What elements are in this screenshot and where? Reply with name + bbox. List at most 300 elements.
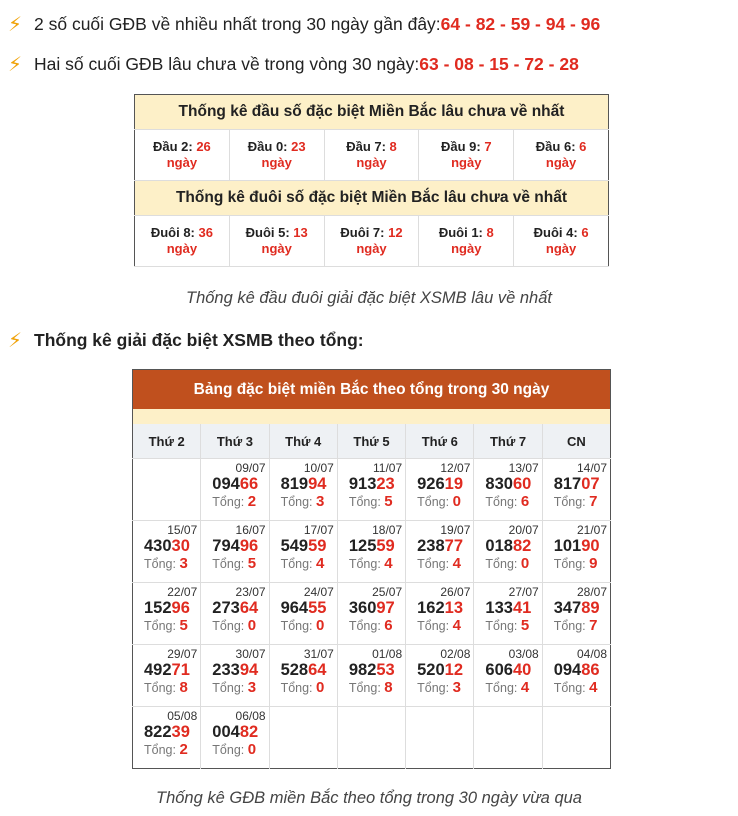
head-stat-days: 8 <box>389 139 397 154</box>
sum-label: Tổng: <box>553 495 590 509</box>
tail-stat-cell <box>135 216 230 267</box>
lightning-bolt-icon: ⚡ <box>8 14 23 36</box>
cell-date: 13/07 <box>508 461 539 475</box>
stat-value: 63 - 08 - 15 - 72 - 28 <box>419 54 579 74</box>
week-row <box>133 459 611 521</box>
caption-head-tail: Thống kê đầu đuôi giải đặc biệt XSMB lâu về nhất <box>186 289 552 307</box>
week-row <box>133 521 611 583</box>
sum-label: Tổng: <box>280 619 316 633</box>
last-two-digits: 55 <box>308 599 327 617</box>
day-cell <box>474 459 542 521</box>
special-prize-number <box>477 599 538 617</box>
sum-line <box>341 493 402 511</box>
special-prize-number <box>341 537 402 555</box>
cell-date: 05/08 <box>167 709 198 723</box>
number-prefix: 822 <box>144 723 172 741</box>
head-tail-stats-table <box>134 94 609 267</box>
cell-date: 15/07 <box>167 523 198 537</box>
sum-line <box>341 679 402 697</box>
last-two-digits: 82 <box>512 537 532 555</box>
sum-value: 3 <box>247 679 257 696</box>
cell-date: 10/07 <box>303 461 334 475</box>
number-prefix: 018 <box>485 537 513 555</box>
head-stat-unit: ngày <box>166 155 198 170</box>
sum-line <box>546 555 607 573</box>
last-two-digits: 86 <box>581 661 600 679</box>
sum-value: 8 <box>384 679 393 696</box>
number-prefix: 913 <box>348 475 377 493</box>
sum-line <box>204 679 265 697</box>
cell-date: 19/07 <box>440 523 471 537</box>
sum-line <box>273 555 334 573</box>
sum-line <box>273 493 334 511</box>
sum-value: 5 <box>384 493 393 510</box>
weekday-header: Thứ 7 <box>474 424 542 459</box>
sum-label: Tổng: <box>553 619 590 633</box>
sum-label: Tổng: <box>144 743 180 757</box>
cell-date: 22/07 <box>167 585 198 599</box>
stat-line-longest-absent <box>8 52 579 77</box>
sum-calendar-table <box>132 369 611 769</box>
sum-label: Tổng: <box>485 495 521 509</box>
special-prize-number <box>477 475 538 493</box>
day-cell <box>337 583 405 645</box>
cell-date: 14/07 <box>576 461 607 475</box>
special-prize-number <box>409 537 470 555</box>
tail-stat-unit: ngày <box>166 241 198 256</box>
last-two-digits: 23 <box>376 475 395 493</box>
sum-value: 5 <box>179 617 188 634</box>
sum-line <box>341 555 402 573</box>
special-prize-number <box>546 599 607 617</box>
number-prefix: 819 <box>280 475 309 493</box>
sum-line <box>409 555 470 573</box>
number-prefix: 133 <box>485 599 513 617</box>
sum-value: 4 <box>384 555 393 572</box>
sum-label: Tổng: <box>348 619 385 633</box>
number-prefix: 094 <box>212 475 240 493</box>
head-table-title: Thống kê đầu số đặc biệt Miền Bắc lâu chưa về nhất <box>135 95 609 130</box>
number-prefix: 273 <box>212 599 240 617</box>
sum-label: Tổng: <box>144 681 180 695</box>
tail-table-title: Thống kê đuôi số đặc biệt Miền Bắc lâu chưa về nhất <box>135 181 609 216</box>
tail-stat-label: Đuôi 4: <box>533 225 582 240</box>
tail-stat-label: Đuôi 8: <box>150 225 199 240</box>
day-cell <box>269 645 337 707</box>
cell-date: 06/08 <box>235 709 266 723</box>
day-cell <box>474 583 542 645</box>
day-cell <box>406 645 474 707</box>
sum-line <box>136 555 197 573</box>
sum-value: 4 <box>452 617 461 634</box>
head-stat-label: Đầu 7: <box>346 139 390 154</box>
number-prefix: 492 <box>144 661 172 679</box>
head-stat-label: Đầu 6: <box>535 139 580 154</box>
sum-label: Tổng: <box>212 495 248 509</box>
last-two-digits: 53 <box>376 661 395 679</box>
day-cell <box>474 521 542 583</box>
day-cell <box>201 583 269 645</box>
tail-stat-cell <box>514 216 609 267</box>
head-stat-unit: ngày <box>356 155 387 170</box>
last-two-digits: 82 <box>239 723 259 741</box>
last-two-digits: 71 <box>171 661 190 679</box>
cell-date: 17/07 <box>303 523 334 537</box>
sum-value: 0 <box>247 617 257 634</box>
day-cell <box>337 459 405 521</box>
sum-line <box>409 493 470 511</box>
sum-value: 6 <box>520 493 530 510</box>
number-prefix: 430 <box>144 537 172 555</box>
sum-value: 7 <box>589 493 598 510</box>
number-prefix: 817 <box>553 475 582 493</box>
sum-label: Tổng: <box>485 681 521 695</box>
sum-value: 8 <box>179 679 188 696</box>
cell-date: 27/07 <box>508 585 539 599</box>
head-stat-cell <box>419 130 514 181</box>
number-prefix: 528 <box>280 661 309 679</box>
sum-line <box>136 679 197 697</box>
sum-line <box>204 741 265 759</box>
stat-line-most-frequent <box>8 12 600 37</box>
sum-label: Tổng: <box>417 557 453 571</box>
sum-value: 3 <box>316 493 325 510</box>
special-prize-number <box>204 661 265 679</box>
sum-label: Tổng: <box>417 681 453 695</box>
number-prefix: 233 <box>212 661 240 679</box>
number-prefix: 094 <box>553 661 582 679</box>
empty-day-cell <box>542 707 610 769</box>
sum-label: Tổng: <box>212 681 248 695</box>
day-cell <box>337 521 405 583</box>
sum-label: Tổng: <box>485 557 521 571</box>
sum-label: Tổng: <box>553 681 590 695</box>
last-two-digits: 94 <box>239 661 259 679</box>
special-prize-number <box>204 599 265 617</box>
sum-label: Tổng: <box>485 619 521 633</box>
special-prize-number <box>204 537 265 555</box>
sum-value: 6 <box>384 617 393 634</box>
sum-line <box>136 617 197 635</box>
sum-value: 3 <box>179 555 188 572</box>
head-stat-unit: ngày <box>451 155 482 170</box>
week-row <box>133 707 611 769</box>
sum-line <box>546 679 607 697</box>
number-prefix: 982 <box>348 661 377 679</box>
sum-label: Tổng: <box>417 619 453 633</box>
special-prize-number <box>273 599 334 617</box>
calendar-title: Bảng đặc biệt miền Bắc theo tổng trong 30 ngày <box>133 370 611 410</box>
last-two-digits: 12 <box>444 661 464 679</box>
day-cell <box>542 459 610 521</box>
number-prefix: 125 <box>348 537 377 555</box>
sum-value: 4 <box>589 679 598 696</box>
sum-line <box>546 617 607 635</box>
sum-value: 0 <box>316 617 325 634</box>
cell-date: 25/07 <box>372 585 403 599</box>
weekday-header: Thứ 3 <box>201 424 269 459</box>
last-two-digits: 77 <box>444 537 464 555</box>
last-two-digits: 96 <box>239 537 259 555</box>
week-row <box>133 645 611 707</box>
head-stat-unit: ngày <box>261 155 292 170</box>
sum-label: Tổng: <box>348 557 385 571</box>
sum-label: Tổng: <box>553 557 590 571</box>
head-stats-row <box>135 130 609 181</box>
sum-line <box>409 679 470 697</box>
head-stat-label: Đầu 2: <box>152 139 197 154</box>
lightning-bolt-icon: ⚡ <box>8 330 23 352</box>
day-cell <box>201 521 269 583</box>
tail-stat-cell <box>419 216 514 267</box>
number-prefix: 004 <box>212 723 240 741</box>
last-two-digits: 19 <box>444 475 464 493</box>
head-stat-label: Đầu 9: <box>441 139 485 154</box>
section-heading-text: Thống kê giải đặc biệt XSMB theo tổng: <box>34 330 364 350</box>
tail-stat-days: 8 <box>486 225 494 240</box>
number-prefix: 964 <box>280 599 309 617</box>
last-two-digits: 89 <box>581 599 600 617</box>
day-cell <box>133 707 201 769</box>
special-prize-number <box>136 537 197 555</box>
cell-date: 04/08 <box>576 647 607 661</box>
special-prize-number <box>477 537 538 555</box>
lightning-bolt-icon: ⚡ <box>8 54 23 76</box>
tail-stat-days: 36 <box>198 225 213 240</box>
cell-date: 02/08 <box>440 647 471 661</box>
tail-stat-unit: ngày <box>261 241 292 256</box>
sum-label: Tổng: <box>144 557 180 571</box>
special-prize-number <box>136 599 197 617</box>
weekday-header: Thứ 2 <box>133 424 201 459</box>
special-prize-number <box>273 661 334 679</box>
day-cell <box>201 459 269 521</box>
day-cell <box>542 645 610 707</box>
tail-stat-unit: ngày <box>451 241 482 256</box>
weekday-header: Thứ 5 <box>337 424 405 459</box>
day-cell <box>133 583 201 645</box>
sum-label: Tổng: <box>417 495 453 509</box>
last-two-digits: 41 <box>512 599 532 617</box>
cell-date: 31/07 <box>303 647 334 661</box>
last-two-digits: 60 <box>512 475 532 493</box>
tail-stat-days: 6 <box>581 225 589 240</box>
caption-calendar: Thống kê GĐB miền Bắc theo tổng trong 30 ngày vừa qua <box>156 789 582 807</box>
day-cell <box>542 521 610 583</box>
sum-line <box>204 493 265 511</box>
last-two-digits: 59 <box>376 537 395 555</box>
last-two-digits: 07 <box>581 475 600 493</box>
sum-value: 3 <box>452 679 461 696</box>
head-stat-days: 23 <box>291 139 306 154</box>
tail-stat-cell <box>229 216 324 267</box>
tail-stat-label: Đuôi 7: <box>340 225 389 240</box>
cell-date: 26/07 <box>440 585 471 599</box>
sum-label: Tổng: <box>212 557 248 571</box>
special-prize-number <box>341 661 402 679</box>
cell-date: 01/08 <box>372 647 403 661</box>
number-prefix: 347 <box>553 599 582 617</box>
head-stat-days: 6 <box>579 139 587 154</box>
day-cell <box>474 645 542 707</box>
sum-label: Tổng: <box>280 557 316 571</box>
head-stat-cell <box>135 130 230 181</box>
day-cell <box>406 583 474 645</box>
special-prize-number <box>273 537 334 555</box>
sum-value: 0 <box>316 679 325 696</box>
weekday-header-row <box>133 424 611 459</box>
sum-value: 5 <box>520 617 530 634</box>
number-prefix: 360 <box>348 599 377 617</box>
special-prize-number <box>477 661 538 679</box>
cell-date: 29/07 <box>167 647 198 661</box>
sum-value: 5 <box>247 555 257 572</box>
special-prize-number <box>409 661 470 679</box>
special-prize-number <box>136 723 197 741</box>
day-cell <box>406 521 474 583</box>
number-prefix: 101 <box>553 537 582 555</box>
sum-value: 7 <box>589 617 598 634</box>
head-stat-label: Đầu 0: <box>247 139 292 154</box>
head-stat-days: 26 <box>196 139 211 154</box>
cell-date: 23/07 <box>235 585 266 599</box>
number-prefix: 520 <box>417 661 445 679</box>
last-two-digits: 13 <box>444 599 464 617</box>
sum-value: 0 <box>520 555 530 572</box>
empty-day-cell <box>406 707 474 769</box>
special-prize-number <box>546 475 607 493</box>
tail-stat-cell <box>324 216 419 267</box>
cell-date: 24/07 <box>303 585 334 599</box>
sum-line <box>409 617 470 635</box>
special-prize-number <box>136 661 197 679</box>
day-cell <box>201 645 269 707</box>
weekday-header: CN <box>542 424 610 459</box>
cell-date: 12/07 <box>440 461 471 475</box>
day-cell <box>269 521 337 583</box>
tail-stat-days: 12 <box>388 225 403 240</box>
day-cell <box>133 645 201 707</box>
cell-date: 03/08 <box>508 647 539 661</box>
last-two-digits: 97 <box>376 599 395 617</box>
last-two-digits: 40 <box>512 661 532 679</box>
head-stat-cell <box>324 130 419 181</box>
last-two-digits: 94 <box>308 475 327 493</box>
sum-label: Tổng: <box>212 743 248 757</box>
sum-value: 4 <box>452 555 461 572</box>
sum-label: Tổng: <box>348 495 385 509</box>
empty-day-cell <box>474 707 542 769</box>
cell-date: 09/07 <box>235 461 266 475</box>
cell-date: 16/07 <box>235 523 266 537</box>
empty-day-cell <box>337 707 405 769</box>
sum-value: 4 <box>316 555 325 572</box>
sum-value: 0 <box>247 741 257 758</box>
day-cell <box>337 645 405 707</box>
sum-line <box>136 741 197 759</box>
sum-line <box>477 493 538 511</box>
special-prize-number <box>546 661 607 679</box>
sum-line <box>341 617 402 635</box>
sum-label: Tổng: <box>144 619 180 633</box>
tail-stat-days: 13 <box>293 225 308 240</box>
number-prefix: 926 <box>417 475 445 493</box>
head-stat-cell <box>514 130 609 181</box>
stat-label: Hai số cuối GĐB lâu chưa về trong vòng 30 ngày: <box>34 54 420 74</box>
sum-line <box>477 617 538 635</box>
special-prize-number <box>409 475 470 493</box>
head-stat-cell <box>229 130 324 181</box>
cell-date: 21/07 <box>576 523 607 537</box>
special-prize-number <box>273 475 334 493</box>
number-prefix: 549 <box>280 537 309 555</box>
empty-day-cell <box>133 459 201 521</box>
last-two-digits: 30 <box>171 537 190 555</box>
tail-stats-row <box>135 216 609 267</box>
day-cell <box>133 521 201 583</box>
empty-day-cell <box>269 707 337 769</box>
cell-date: 30/07 <box>235 647 266 661</box>
stat-value: 64 - 82 - 59 - 94 - 96 <box>440 14 601 34</box>
cell-date: 28/07 <box>576 585 607 599</box>
number-prefix: 152 <box>144 599 172 617</box>
special-prize-number <box>409 599 470 617</box>
sum-label: Tổng: <box>212 619 248 633</box>
cell-date: 11/07 <box>372 461 403 475</box>
head-stat-unit: ngày <box>545 155 577 170</box>
day-cell <box>269 459 337 521</box>
cell-date: 18/07 <box>372 523 403 537</box>
last-two-digits: 64 <box>239 599 259 617</box>
weekday-header: Thứ 6 <box>406 424 474 459</box>
cell-date: 20/07 <box>508 523 539 537</box>
sum-value: 4 <box>520 679 530 696</box>
week-row <box>133 583 611 645</box>
last-two-digits: 66 <box>239 475 259 493</box>
number-prefix: 238 <box>417 537 445 555</box>
head-stat-days: 7 <box>484 139 492 154</box>
number-prefix: 794 <box>212 537 240 555</box>
sum-value: 9 <box>589 555 598 572</box>
special-prize-number <box>341 475 402 493</box>
last-two-digits: 64 <box>308 661 327 679</box>
special-prize-number <box>204 723 265 741</box>
special-prize-number <box>546 537 607 555</box>
number-prefix: 830 <box>485 475 513 493</box>
sum-line <box>477 555 538 573</box>
sum-label: Tổng: <box>280 495 316 509</box>
sum-line <box>204 617 265 635</box>
tail-stat-label: Đuôi 5: <box>245 225 294 240</box>
tail-stat-unit: ngày <box>545 241 577 256</box>
tail-stat-label: Đuôi 1: <box>438 225 487 240</box>
sum-line <box>273 617 334 635</box>
day-cell <box>542 583 610 645</box>
sum-line <box>477 679 538 697</box>
special-prize-number <box>204 475 265 493</box>
last-two-digits: 90 <box>581 537 600 555</box>
last-two-digits: 59 <box>308 537 327 555</box>
day-cell <box>269 583 337 645</box>
weekday-header: Thứ 4 <box>269 424 337 459</box>
sum-label: Tổng: <box>348 681 385 695</box>
sum-line <box>204 555 265 573</box>
number-prefix: 606 <box>485 661 513 679</box>
special-prize-number <box>341 599 402 617</box>
sum-value: 2 <box>247 493 257 510</box>
calendar-band <box>133 409 611 424</box>
stat-label: 2 số cuối GĐB về nhiều nhất trong 30 ngày gần đây: <box>34 14 441 34</box>
